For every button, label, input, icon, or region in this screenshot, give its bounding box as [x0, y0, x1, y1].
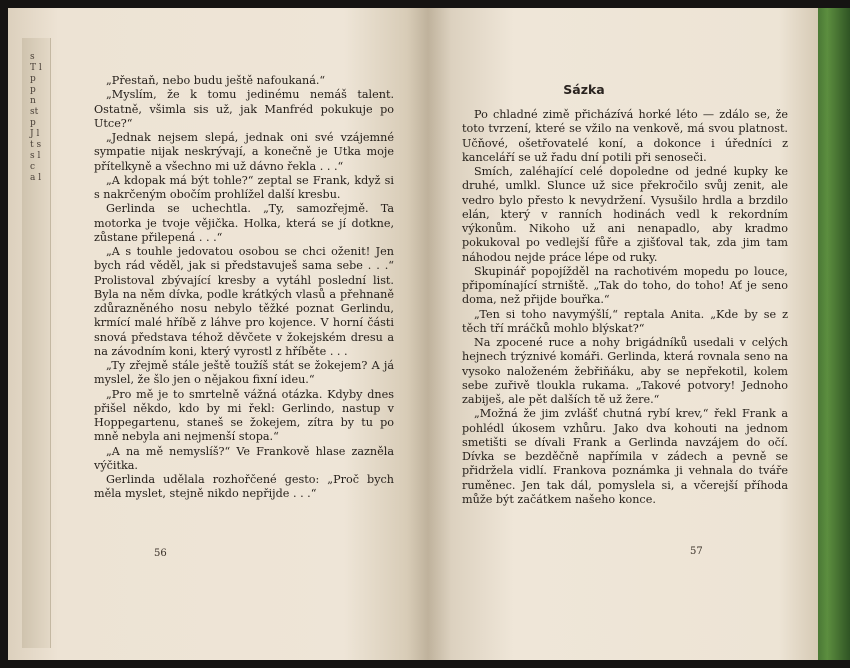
paragraph: Skupinář popojížděl na rachotivém mopedu po louce, připomínající strniště. „Tak do toho, do toho! Ať je seno doma, než přijde bouřka.“	[462, 264, 788, 307]
page-number-left: 56	[154, 548, 167, 559]
paragraph: Smích, zaléhající celé dopoledne od jedné kupky ke druhé, umlkl. Slunce už sice překročilo svůj zenit, ale vedro bylo přesto k nevydržení. Vysušilo hrdla a brzdilo elán, který v ranních hodinách vedl k rekordním výkonům. Nikoho už ani nenapadlo, aby kradmo pokukoval po vedlejší fůře a zjišťoval tak, zda jim tam náhodou nejde práce lépe od ruky.	[462, 165, 788, 264]
paragraph: „Jednak nejsem slepá, jednak oni své vzájemné sympatie nijak neskrývají, a konečně je Utka moje přítelkyně a všechno mi už dávno řekla . . .“	[94, 131, 394, 173]
left-page	[8, 8, 428, 660]
left-page-text	[94, 74, 394, 502]
open-book	[8, 8, 818, 660]
paragraph: Gerlinda se uchechtla. „Ty, samozřejmě. Ta motorka je tvoje vějička. Holka, která se jí dotkne, zůstane přilepená . . .“	[94, 202, 394, 244]
paragraph: Po chladné zimě přicházívá horké léto — zdálo se, že toto tvrzení, které se vžilo na venkově, má svou platnost. Učňové, ošetřovatelé koní, a dokonce i úředníci z kanceláří se už řadu dní potili při senoseči.	[462, 108, 788, 164]
paragraph: „Myslím, že k tomu jedinému nemáš talent. Ostatně, všimla sis už, jak Manfréd pokukuje po Utce?“	[94, 88, 394, 130]
paragraph: Gerlinda udělala rozhořčené gesto: „Proč bych měla myslet, stejně nikdo nepřijde . . .“	[94, 473, 394, 501]
paragraph: „Pro mě je to smrtelně vážná otázka. Kdyby dnes přišel někdo, kdo by mi řekl: Gerlindo, nastup v Hoppegartenu, staneš se žokejem, zítra by tu po mně nebyla ani nejmenší stopa.“	[94, 387, 394, 444]
paragraph: „Ten si toho navymýšlí,“ reptala Anita. „Kde by se z těch tří mráčků mohlo blýskat?“	[462, 307, 788, 335]
paragraph: „Přestaň, nebo budu ještě nafoukaná.“	[106, 74, 326, 87]
paragraph: „A na mě nemyslíš?“ Ve Frankově hlase zazněla výčitka.	[94, 444, 394, 472]
right-page-text	[462, 108, 788, 507]
paragraph: „A s touhle jedovatou osobou se chci oženit! Jen bych rád věděl, jak si představuješ sama sebe . . .“ Prolistoval zbývající kresby a vytáhl poslední list. Byla na něm dívka, podle krátkých vlasů a přehnaně zdůrazněného nosu nebylo těžké poznat Gerlindu, krmící malé hříbě z láhve pro kojence. V horní části snová představa téhož děvčete v žokejském dresu a na závodním koni, který vyrostl z hříběte . . .	[94, 245, 394, 358]
chapter-title: Sázka	[563, 82, 605, 97]
paragraph: „Možná že jim zvlášť chutná rybí krev,“ řekl Frank a pohlédl úkosem vzhůru. Jako dva kohouti na jednom smetišti se dívali Frank a Gerlinda navzájem do očí. Dívka se bezděčně napřímila v zádech a pevně se přidržela vidlí. Frankova poznámka ji vehnala do tváře ruměnec. Jen tak dál, pomyslela si, a včerejší příhoda může být začátkem našeho konce.	[462, 407, 788, 506]
right-page	[428, 8, 818, 660]
page-number-right: 57	[690, 546, 703, 557]
paragraph: „A kdopak má být tohle?“ zeptal se Frank, když si s nakrčeným obočím prohlížel další kresbu.	[94, 173, 394, 201]
underlying-page-letters: s T l p p n st p J l t s s l c a l	[30, 52, 42, 183]
paragraph: Na zpocené ruce a nohy brigádníků usedali v celých hejnech trýznivé komáři. Gerlinda, která rovnala seno na vysoko naloženém žebřiňáku, aby se nepřekotil, kolem sebe zuřivě tloukla rukama. „Takové potvory! Jednoho zabiješ, ale pět dalších tě už žere.“	[462, 336, 788, 406]
paragraph: „Ty zřejmě stále ještě toužíš stát se žokejem? A já myslel, že šlo jen o nějakou fixní ideu.“	[94, 359, 394, 387]
